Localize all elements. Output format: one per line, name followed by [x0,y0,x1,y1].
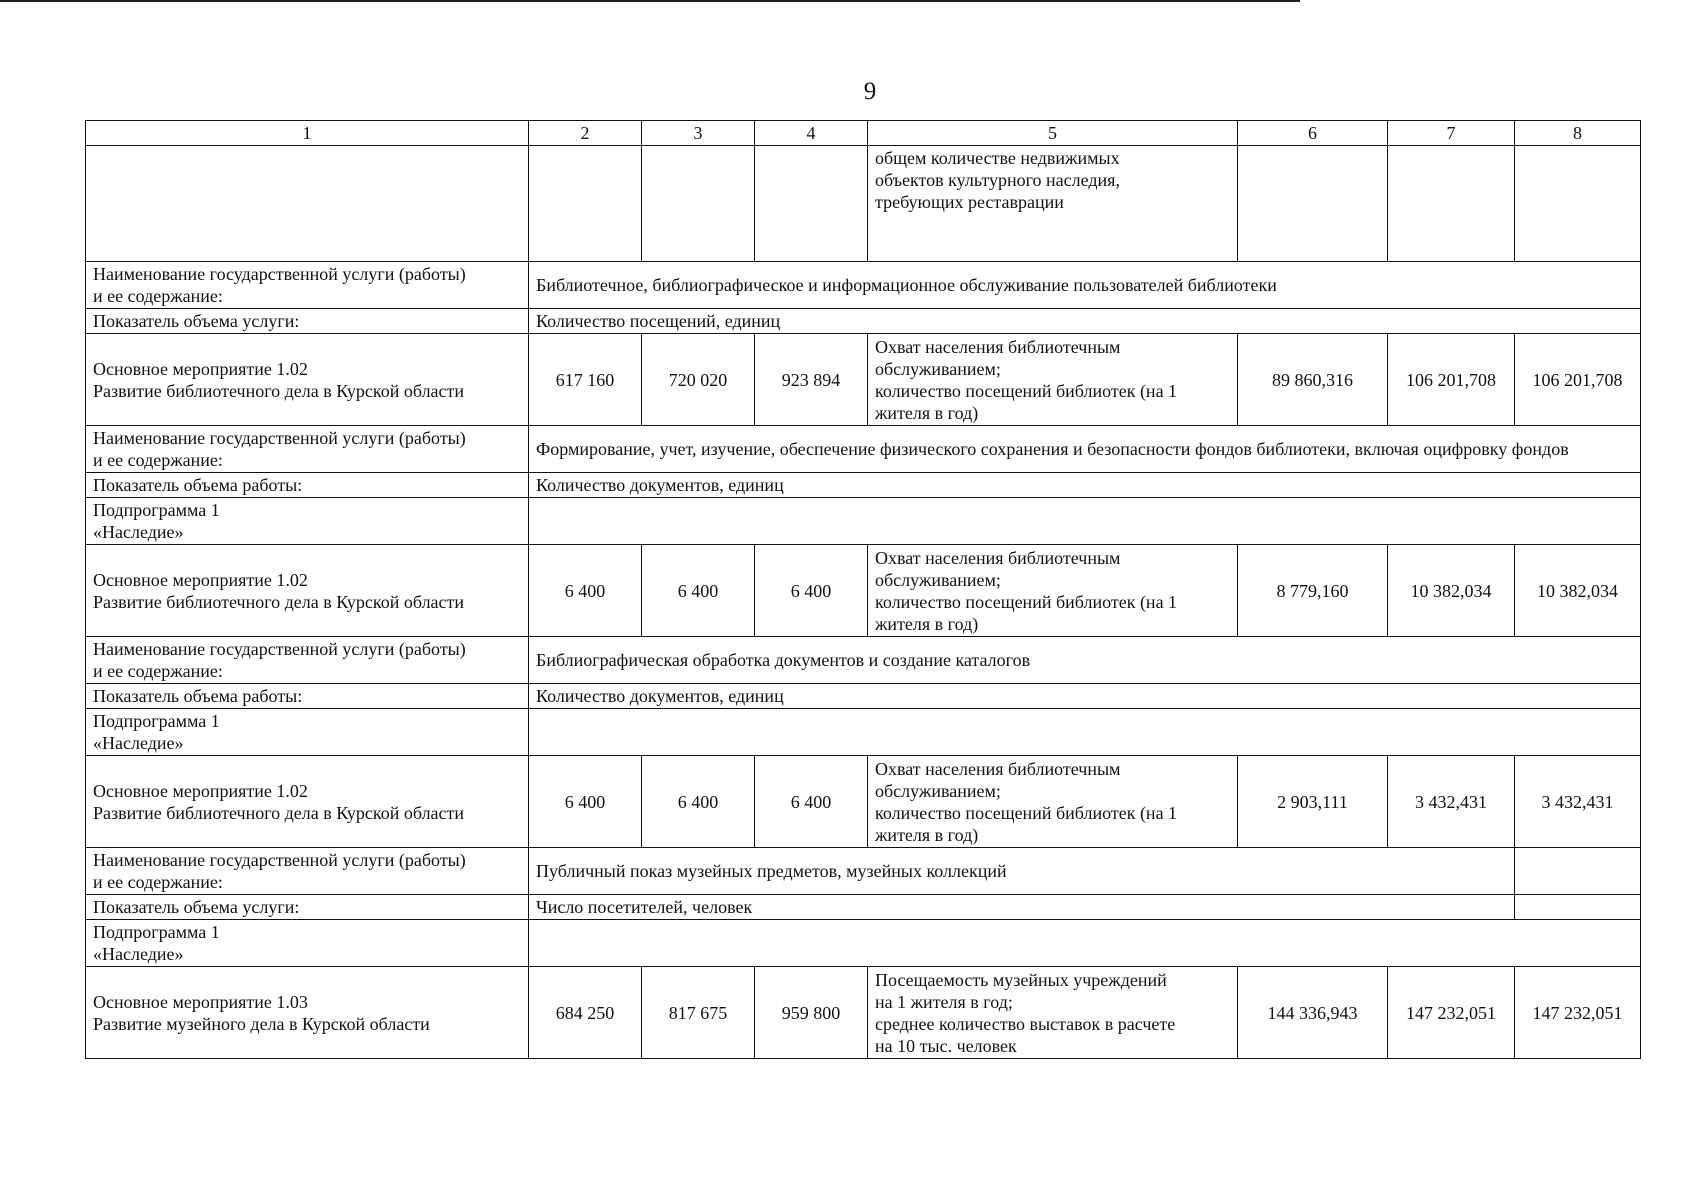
service-name-row [86,426,1641,473]
value-cell: 6 400 [642,756,755,848]
value-cell: 147 232,051 [1388,967,1515,1059]
text-line: Охват населения библиотечным [875,547,1121,568]
empty-cell [1515,895,1641,920]
value-cell: 617 160 [529,334,642,426]
text-line: Основное мероприятие 1.03 [93,991,308,1012]
value-cell: 923 894 [755,334,868,426]
text-line: «Наследие» [93,522,184,542]
service-name-label [86,426,529,473]
text-line: жителя в год) [875,824,979,845]
text-line: жителя в год) [875,613,979,634]
measure-row [86,756,1641,848]
header-cell: 1 [86,121,529,146]
service-name-row [86,637,1641,684]
header-row [86,121,1641,146]
text-line: Развитие музейного дела в Курской области [93,1013,430,1034]
value-cell: 817 675 [642,967,755,1059]
value-cell: 106 201,708 [1515,334,1641,426]
subprogram-row [86,920,1641,967]
value-cell: 6 400 [755,545,868,637]
header-cell: 7 [1388,121,1515,146]
service-name-label [86,848,529,895]
value-cell: 3 432,431 [1515,756,1641,848]
text-line: на 10 тыс. человек [875,1035,1017,1056]
value-cell: 6 400 [529,545,642,637]
text-line: Наименование государственной услуги (работы) [93,428,466,448]
indicator-continuation [868,146,1238,262]
text-line: количество посещений библиотек (на 1 [875,380,1178,401]
measure-label [86,756,529,848]
text-line: Развитие библиотечного дела в Курской области [93,802,465,823]
service-name-value: Библиографическая обработка документов и создание каталогов [529,637,1641,684]
volume-row [86,895,1641,920]
value-cell: 106 201,708 [1388,334,1515,426]
header-cell: 3 [642,121,755,146]
text-line: «Наследие» [93,944,184,964]
text-line: количество посещений библиотек (на 1 [875,591,1178,612]
text-line: обслуживанием; [875,358,1001,379]
text-line: Развитие библиотечного дела в Курской области [93,591,465,612]
value-cell: 10 382,034 [1515,545,1641,637]
empty-cell [1388,146,1515,262]
empty-cell [86,146,529,262]
volume-label: Показатель объема работы: [86,473,529,498]
header-cell: 8 [1515,121,1641,146]
measure-label [86,967,529,1059]
volume-row [86,309,1641,334]
subprogram-label [86,709,529,756]
top-border-line [0,0,1300,2]
value-cell: 2 903,111 [1238,756,1388,848]
measure-row [86,334,1641,426]
subprogram-row [86,498,1641,545]
value-cell: 6 400 [642,545,755,637]
empty-cell [642,146,755,262]
text-line: обслуживанием; [875,569,1001,590]
text-line: на 1 жителя в год; [875,991,1013,1012]
text-line: Охват населения библиотечным [875,336,1121,357]
volume-value: Количество документов, единиц [529,684,1641,709]
empty-cell [529,498,1641,545]
subprogram-row [86,709,1641,756]
text-line: и ее содержание: [93,872,223,892]
empty-cell [755,146,868,262]
service-name-label [86,262,529,309]
text-line: Подпрограмма 1 [93,500,220,520]
indicator-cell [868,756,1238,848]
measure-row [86,967,1641,1059]
volume-value: Количество посещений, единиц [529,309,1641,334]
header-cell: 5 [868,121,1238,146]
text-line: общем количестве недвижимых [875,148,1120,168]
service-name-value: Публичный показ музейных предметов, музейных коллекций [529,848,1515,895]
empty-cell [529,146,642,262]
header-cell: 4 [755,121,868,146]
measure-row [86,545,1641,637]
text-line: «Наследие» [93,733,184,753]
text-line: объектов культурного наследия, [875,170,1120,190]
empty-cell [1515,146,1641,262]
volume-row [86,473,1641,498]
value-cell: 6 400 [755,756,868,848]
value-cell: 89 860,316 [1238,334,1388,426]
service-name-row [86,848,1641,895]
text-line: обслуживанием; [875,780,1001,801]
service-name-label [86,637,529,684]
header-cell: 2 [529,121,642,146]
empty-cell [529,709,1641,756]
volume-label: Показатель объема работы: [86,684,529,709]
text-line: Наименование государственной услуги (работы) [93,264,466,284]
text-line: Наименование государственной услуги (работы) [93,850,466,870]
value-cell: 147 232,051 [1515,967,1641,1059]
value-cell: 3 432,431 [1388,756,1515,848]
service-name-value: Формирование, учет, изучение, обеспечение физического сохранения и безопасности фондов библиотеки, включая оцифровку фондов [529,426,1641,473]
header-cell: 6 [1238,121,1388,146]
text-line: и ее содержание: [93,286,223,306]
value-cell: 684 250 [529,967,642,1059]
empty-cell [1515,848,1641,895]
measure-label [86,545,529,637]
volume-label: Показатель объема услуги: [86,309,529,334]
value-cell: 10 382,034 [1388,545,1515,637]
empty-cell [529,920,1641,967]
text-line: Подпрограмма 1 [93,711,220,731]
text-line: Развитие библиотечного дела в Курской области [93,380,465,401]
value-cell: 720 020 [642,334,755,426]
volume-value: Количество документов, единиц [529,473,1641,498]
indicator-cell [868,967,1238,1059]
text-line: Наименование государственной услуги (работы) [93,639,466,659]
subprogram-label [86,920,529,967]
text-line: среднее количество выставок в расчете [875,1013,1176,1034]
data-table [85,120,1641,1059]
service-name-row [86,262,1641,309]
text-line: требующих реставрации [875,192,1064,212]
volume-row [86,684,1641,709]
text-line: жителя в год) [875,402,979,423]
volume-label: Показатель объема услуги: [86,895,529,920]
indicator-cell [868,545,1238,637]
text-line: Основное мероприятие 1.02 [93,569,308,590]
table-row [86,146,1641,262]
text-line: и ее содержание: [93,450,223,470]
subprogram-label [86,498,529,545]
empty-cell [1238,146,1388,262]
text-line: и ее содержание: [93,661,223,681]
page-number: 9 [863,78,877,105]
text-line: Охват населения библиотечным [875,758,1121,779]
measure-label [86,334,529,426]
text-line: Основное мероприятие 1.02 [93,780,308,801]
volume-value: Число посетителей, человек [529,895,1515,920]
text-line: Основное мероприятие 1.02 [93,358,308,379]
value-cell: 6 400 [529,756,642,848]
text-line: количество посещений библиотек (на 1 [875,802,1178,823]
service-name-value: Библиотечное, библиографическое и информационное обслуживание пользователей библиотеки [529,262,1641,309]
value-cell: 144 336,943 [1238,967,1388,1059]
text-line: Подпрограмма 1 [93,922,220,942]
value-cell: 8 779,160 [1238,545,1388,637]
text-line: Посещаемость музейных учреждений [875,969,1167,990]
indicator-cell [868,334,1238,426]
value-cell: 959 800 [755,967,868,1059]
